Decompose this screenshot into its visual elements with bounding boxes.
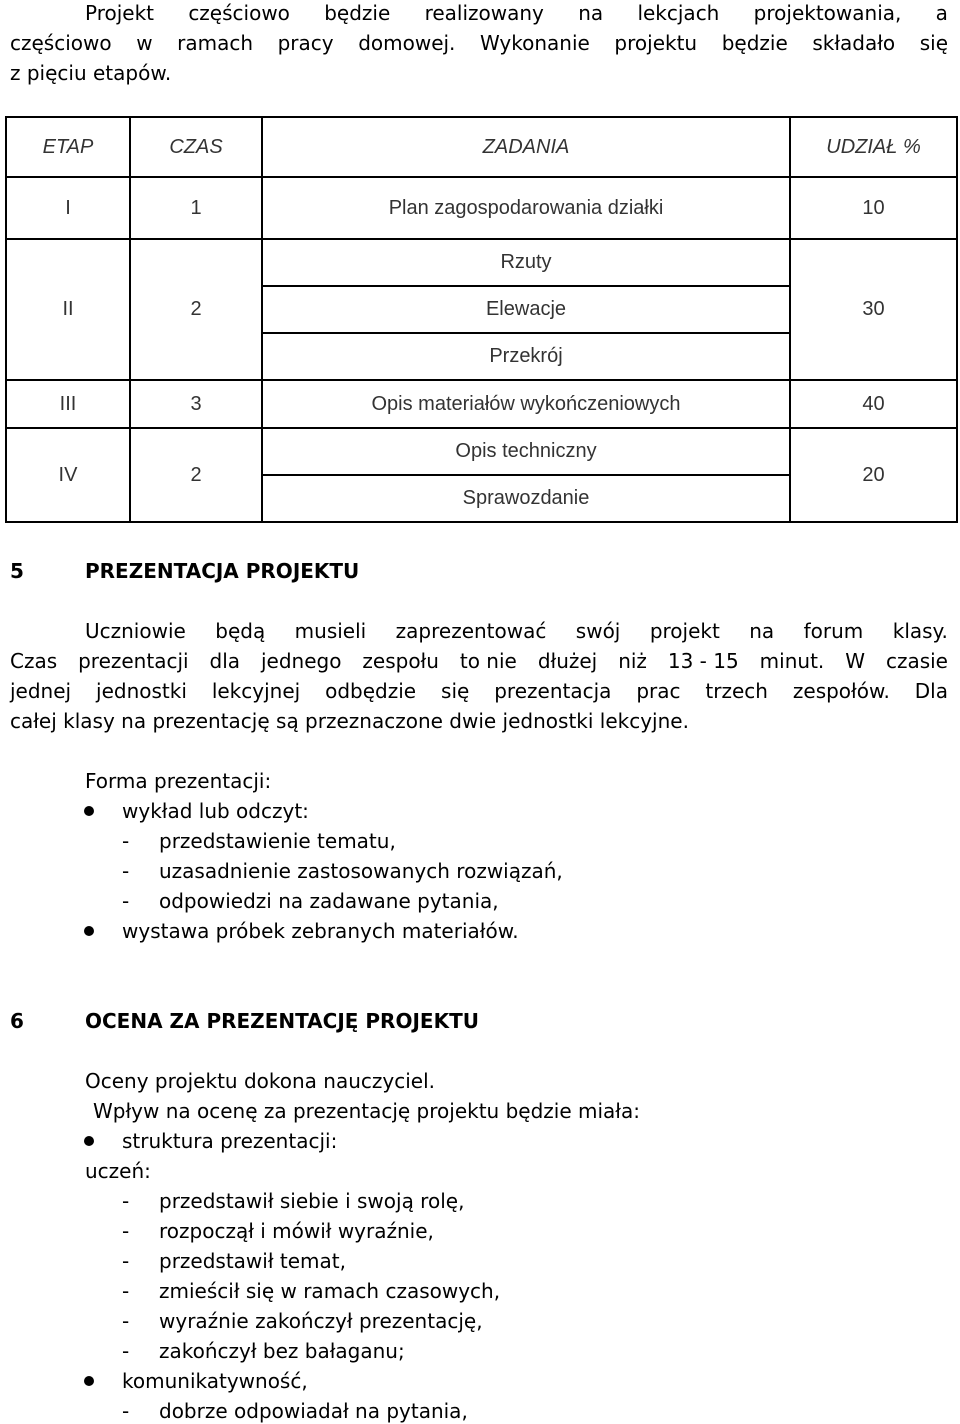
word: Czas	[10, 649, 58, 673]
sub-list-item: uzasadnienie zastosowanych rozwiązań,	[159, 859, 563, 883]
student-label: uczeń:	[85, 1159, 151, 1183]
word: dla	[209, 649, 241, 673]
cell-czas: 1	[130, 177, 262, 239]
section-5-paragraph-line-1	[85, 618, 948, 644]
word: na	[578, 1, 604, 25]
table-row	[6, 380, 957, 428]
word: jednego	[260, 649, 342, 673]
dash-icon: -	[122, 1399, 130, 1423]
word: prac	[636, 679, 681, 703]
cell-zadanie: Opis materiałów wykończeniowych	[262, 380, 790, 428]
word: swój	[575, 619, 621, 643]
section-5-title: PREZENTACJA PROJEKTU	[85, 559, 360, 583]
cell-zadanie: Elewacje	[262, 286, 790, 333]
bullet-icon	[84, 1376, 94, 1386]
sub-list-item: wyraźnie zakończył prezentację,	[159, 1309, 483, 1333]
word: niż	[618, 649, 647, 673]
bullet-item: wykład lub odczyt:	[122, 799, 309, 823]
header-udzial: UDZIAŁ %	[790, 117, 957, 177]
table-header-row	[6, 117, 957, 177]
dash-icon: -	[122, 1309, 130, 1333]
sub-list-item: zmieścił się w ramach czasowych,	[159, 1279, 501, 1303]
table-row	[6, 428, 957, 475]
sub-list-item: przedstawił siebie i swoją rolę,	[159, 1189, 465, 1213]
header-etap: ETAP	[6, 117, 130, 177]
cell-zadanie: Opis techniczny	[262, 428, 790, 475]
section-5-paragraph-line-4: całej klasy na prezentację są przeznaczone dwie jednostki lekcyjne.	[10, 709, 689, 733]
cell-etap: I	[6, 177, 130, 239]
dash-icon: -	[122, 1249, 130, 1273]
word: klasy.	[892, 619, 948, 643]
word: musieli	[294, 619, 367, 643]
section-6-number: 6	[10, 1009, 24, 1033]
word: się	[441, 679, 470, 703]
word: odbędzie	[325, 679, 417, 703]
word: pracy	[277, 31, 334, 55]
cell-udzial: 10	[790, 177, 957, 239]
section-6-paragraph-2: Wpływ na ocenę za prezentację projektu będzie miała:	[93, 1099, 640, 1123]
word: Projekt	[85, 1, 155, 25]
word: na	[749, 619, 775, 643]
word: prezentacji	[78, 649, 189, 673]
word: realizowany	[424, 1, 544, 25]
bullet-icon	[84, 1136, 94, 1146]
sub-list-item: rozpoczął i mówił wyraźnie,	[159, 1219, 434, 1243]
sub-list-item: przedstawił temat,	[159, 1249, 346, 1273]
section-6-title: OCENA ZA PREZENTACJĘ PROJEKTU	[85, 1009, 479, 1033]
dash-icon: -	[122, 1189, 130, 1213]
bullet-item: komunikatywność,	[122, 1369, 308, 1393]
bullet-icon	[84, 806, 94, 816]
bullet-item: struktura prezentacji:	[122, 1129, 338, 1153]
word: się	[919, 31, 948, 55]
dash-icon: -	[122, 1219, 130, 1243]
word: projektu	[614, 31, 698, 55]
word: 13 - 15	[667, 649, 739, 673]
word: zaprezentować	[395, 619, 547, 643]
intro-line-1	[85, 0, 948, 26]
word: projektowania,	[753, 1, 902, 25]
word: projekt	[649, 619, 720, 643]
sub-list-item: zakończył bez bałaganu;	[159, 1339, 405, 1363]
cell-zadanie: Przekrój	[262, 333, 790, 380]
sub-list-item: przedstawienie tematu,	[159, 829, 396, 853]
cell-udzial: 40	[790, 380, 957, 428]
word: lekcyjnej	[211, 679, 301, 703]
word: ramach	[177, 31, 254, 55]
cell-czas: 2	[130, 239, 262, 380]
word: będzie	[324, 1, 391, 25]
bullet-icon	[84, 926, 94, 936]
sub-list-item: odpowiedzi na zadawane pytania,	[159, 889, 499, 913]
word: częściowo	[188, 1, 290, 25]
dash-icon: -	[122, 829, 130, 853]
cell-czas: 3	[130, 380, 262, 428]
word: zespołu	[362, 649, 439, 673]
section-5-number: 5	[10, 559, 24, 583]
word: Uczniowie	[85, 619, 186, 643]
word: będzie	[721, 31, 788, 55]
cell-etap: III	[6, 380, 130, 428]
table-row	[6, 177, 957, 239]
cell-zadanie: Plan zagospodarowania działki	[262, 177, 790, 239]
section-5-paragraph-line-3	[10, 678, 948, 704]
dash-icon: -	[122, 889, 130, 913]
cell-zadanie: Rzuty	[262, 239, 790, 286]
word: dłużej	[537, 649, 598, 673]
cell-etap: II	[6, 239, 130, 380]
table-row	[6, 239, 957, 286]
word: częściowo	[10, 31, 112, 55]
intro-line-2	[10, 30, 948, 56]
word: lekcjach	[637, 1, 720, 25]
word: Wykonanie	[480, 31, 590, 55]
word: minut.	[759, 649, 825, 673]
header-czas: CZAS	[130, 117, 262, 177]
dash-icon: -	[122, 1339, 130, 1363]
word: będą	[215, 619, 266, 643]
cell-czas: 2	[130, 428, 262, 522]
bullet-item: wystawa próbek zebranych materiałów.	[122, 919, 519, 943]
word: prezentacja	[494, 679, 612, 703]
cell-udzial: 20	[790, 428, 957, 522]
word: jednej	[10, 679, 72, 703]
section-6-paragraph-1: Oceny projektu dokona nauczyciel.	[85, 1069, 435, 1093]
dash-icon: -	[122, 1279, 130, 1303]
intro-line-3: z pięciu etapów.	[10, 61, 172, 85]
word: trzech	[705, 679, 768, 703]
word: to nie	[459, 649, 517, 673]
word: w	[136, 31, 153, 55]
word: a	[935, 1, 948, 25]
header-zadania: ZADANIA	[262, 117, 790, 177]
word: W	[845, 649, 865, 673]
cell-udzial: 30	[790, 239, 957, 380]
presentation-form-label: Forma prezentacji:	[85, 769, 272, 793]
word: Dla	[914, 679, 948, 703]
word: jednostki	[96, 679, 187, 703]
word: czasie	[885, 649, 948, 673]
section-5-paragraph-line-2	[10, 648, 948, 674]
stages-table	[5, 116, 958, 523]
word: składało	[812, 31, 896, 55]
word: zespołów.	[792, 679, 890, 703]
cell-zadanie: Sprawozdanie	[262, 475, 790, 522]
sub-list-item: dobrze odpowiadał na pytania,	[159, 1399, 468, 1423]
word: domowej.	[358, 31, 456, 55]
word: forum	[803, 619, 864, 643]
cell-etap: IV	[6, 428, 130, 522]
dash-icon: -	[122, 859, 130, 883]
